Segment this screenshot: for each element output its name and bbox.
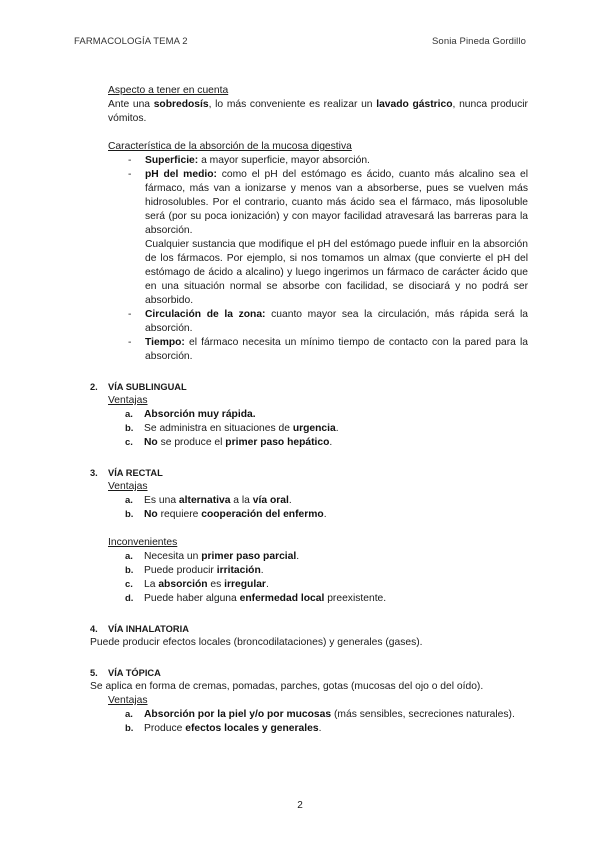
- caracteristica-section: [108, 140, 528, 154]
- section-heading-inhalatoria: 4. VÍA INHALATORIA: [90, 624, 189, 634]
- aspecto-section: [108, 84, 528, 126]
- list-item: - Circulación de la zona: cuanto mayor sea la circulación, más rápida será la absorción.: [128, 309, 528, 334]
- inconvenientes-heading: Inconvenientes: [108, 537, 178, 548]
- ventajas-heading: Ventajas: [108, 695, 148, 706]
- header-author: Sonia Pineda Gordillo: [432, 36, 526, 47]
- page-number: 2: [297, 800, 303, 811]
- list-item: b. Produce efectos locales y generales.: [125, 723, 322, 734]
- list-item: - Tiempo: el fármaco necesita un mínimo tiempo de contacto con la pared para la absorción.: [128, 337, 528, 362]
- ventajas-heading: Ventajas: [108, 481, 148, 492]
- section-heading-rectal: 3. VÍA RECTAL: [90, 468, 163, 478]
- list-item: c. La absorción es irregular.: [125, 579, 269, 590]
- list-item: - Superficie: a mayor superficie, mayor absorción.: [128, 155, 370, 166]
- ph-example-paragraph: Cualquier sustancia que modifique el pH del estómago puede influir en la absorción de los fármacos. Por ejemplo, si nos tomamos un almax (que convierte el pH del estómago de ácido a alcalino) y luego ingerimos un fármaco de carácter ácido que en una situación normal se absorbe con facilidad, se disociará y no podrá ser absorbido.: [145, 239, 528, 306]
- list-item: - pH del medio: como el pH del estómago es ácido, cuanto más alcalino sea el fármaco, más van a ionizarse y menos van a absorberse, pues se vuelven más hidrosolubles. Por el contrario, cuanto más ácido sea el fármaco, más liposoluble será (por su poca ionización) y con mayor facilidad atravesará las barreras para la absorción.: [128, 169, 528, 236]
- list-item: a. Absorción por la piel y/o por mucosas (más sensibles, secreciones naturales).: [125, 709, 515, 720]
- page-body: [90, 84, 528, 736]
- list-item: a. Es una alternativa a la vía oral.: [125, 495, 292, 506]
- list-item: a. Necesita un primer paso parcial.: [125, 551, 300, 562]
- caracteristica-heading: Característica de la absorción de la mucosa digestiva: [108, 141, 352, 152]
- list-item: d. Puede haber alguna enfermedad local preexistente.: [125, 593, 387, 604]
- topica-paragraph: Se aplica en forma de cremas, pomadas, parches, gotas (mucosas del ojo o del oído).: [90, 681, 484, 692]
- inhalatoria-paragraph: Puede producir efectos locales (broncodilataciones) y generales (gases).: [90, 637, 423, 648]
- list-item: b. No requiere cooperación del enfermo.: [125, 509, 327, 520]
- list-item: b. Se administra en situaciones de urgencia.: [125, 423, 339, 434]
- section-heading-sublingual: 2. VÍA SUBLINGUAL: [90, 382, 187, 392]
- ventajas-heading: Ventajas: [108, 395, 148, 406]
- list-item: c. No se produce el primer paso hepático.: [125, 437, 333, 448]
- aspecto-heading: Aspecto a tener en cuenta: [108, 85, 229, 96]
- aspecto-paragraph: Ante una sobredosís, lo más conveniente es realizar un lavado gástrico, nunca producir vómitos.: [108, 99, 528, 124]
- header-course-title: FARMACOLOGÍA TEMA 2: [74, 36, 188, 47]
- list-item: a. Absorción muy rápida.: [125, 409, 256, 420]
- section-heading-topica: 5. VÍA TÓPICA: [90, 668, 161, 678]
- list-item: b. Puede producir irritación.: [125, 565, 264, 576]
